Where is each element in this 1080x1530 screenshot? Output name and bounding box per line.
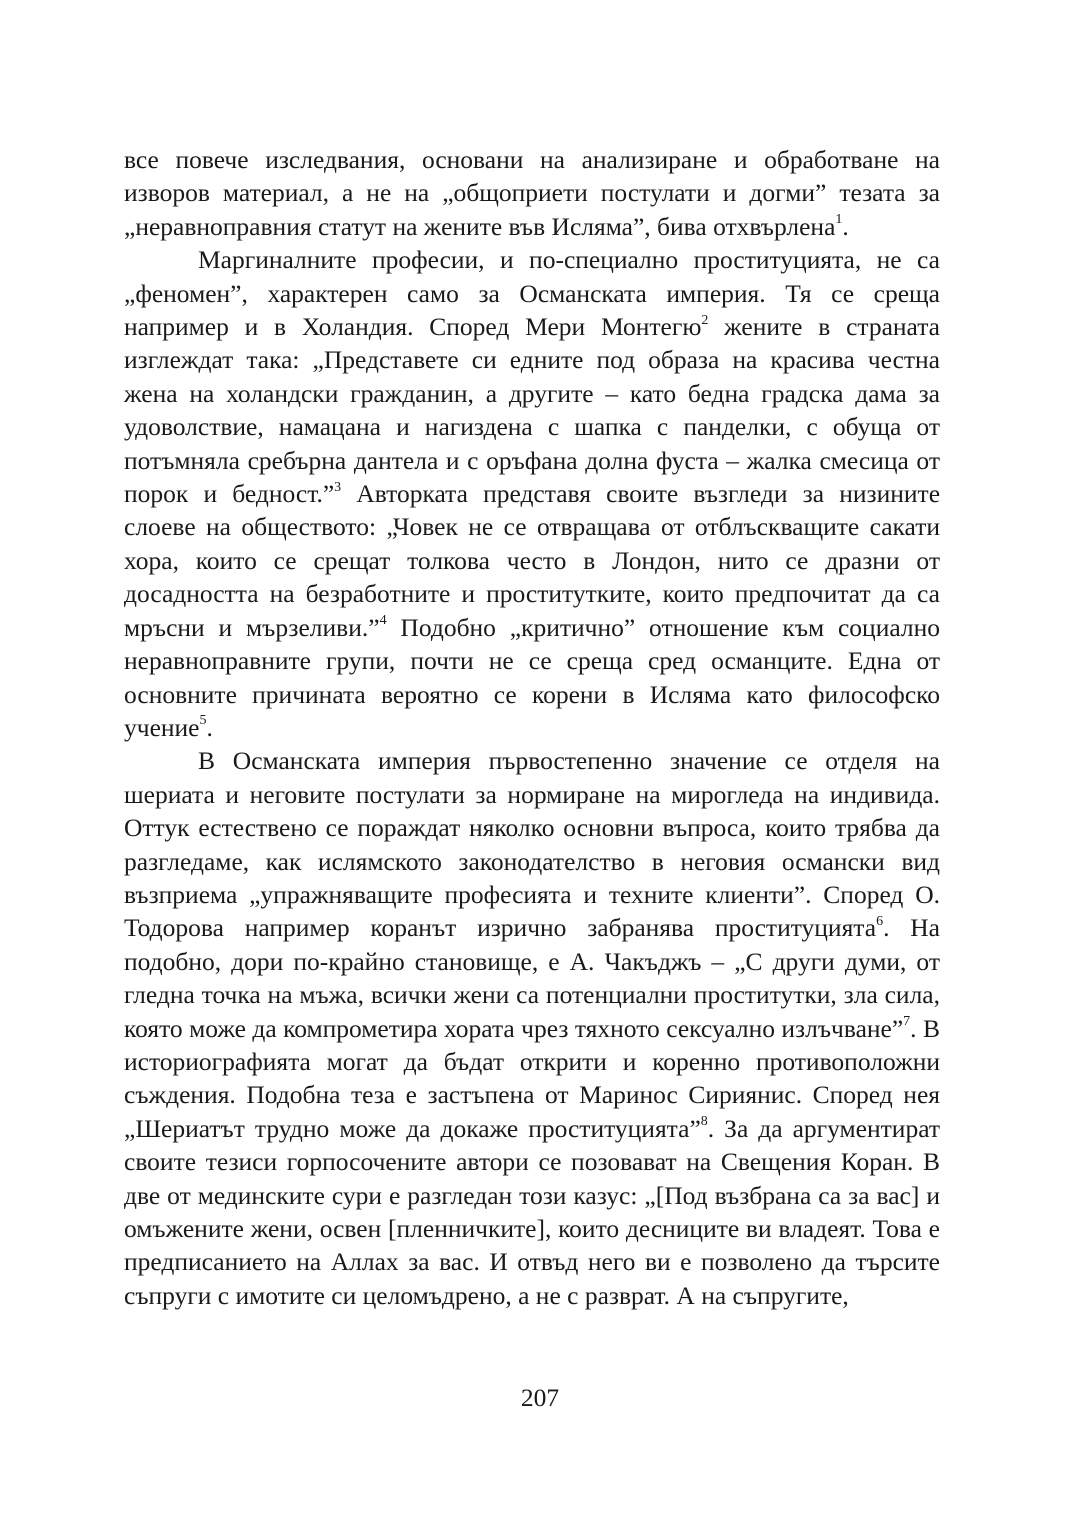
footnote-marker: 3 xyxy=(334,479,342,495)
footnote-marker: 2 xyxy=(701,312,709,328)
footnote-marker: 1 xyxy=(835,212,843,228)
footnote-marker: 6 xyxy=(876,913,884,929)
text-run: В Османската империя първостепенно значение се отделя на шериата и неговите постулати за нормиране на мирогледа на индивида. Оттук естествено се пораждат няколко основни въпроса, които трябва да разгледаме, как ислямското законодателство в неговия османски вид възприема „упражняващите професията и техните клиенти”. Според О. Тодорова например коранът изрично забранява проституцията xyxy=(124,746,940,943)
text-run: Подобно „критично” отношение към социално неравноправните групи, почти не се среща сред османците. Една от основните причината вероятно се корени в Исляма като философско учение xyxy=(124,612,941,742)
text-run: Маргиналните професии, и по-специално проституцията, не са „феномен”, характерен само за Османската империя. Тя се среща например и в Холандия. Според Мери Монтегю xyxy=(124,245,940,342)
text-run: . В историографията могат да бъдат открити и коренно противоположни съждения. Подобна теза е застъпена от Маринос Сириянис. Според нея „Шериатът трудно може да докаже проституцията” xyxy=(124,1013,940,1143)
text-run: все повече изследвания, основани на анализиране и обработване на изворов материал, а не на „общоприети постулати и догми” тезата за „неравноправния статут на жените във Исляма”, бива отхвърлена xyxy=(124,145,940,241)
paragraph-1 xyxy=(124,143,940,243)
paragraph-2 xyxy=(124,243,940,744)
footnote-marker: 5 xyxy=(199,713,207,729)
text-run: . За да аргументират своите тезиси горпосочените автори се позовават на Свещения Коран. В две от мединските сури е разгледан този казус: „[Под възбрана са за вас] и омъжените жени, освен [пленничките], които десниците ви владеят. Това е предписанието на Аллах за вас. И отвъд него ви е позволено да търсите съпруги с имотите си целомъдрено, а не с разврат. А на съпругите, xyxy=(124,1113,940,1310)
text-run: . xyxy=(206,712,213,742)
paragraph-3 xyxy=(124,744,940,1312)
text-run: Авторката представя своите възгледи за низините слоеве на обществото: „Човек не се отвращава от отблъскващите сакати хора, които се срещат толкова често в Лондон, нито се дразни от досадността на безработните и проститутките, които предпочитат да са мръсни и мързеливи.” xyxy=(124,479,941,642)
footnote-marker: 8 xyxy=(700,1114,708,1130)
text-run: . На подобно, дори по-крайно становище, е А. Чакъджъ – „С други думи, от гледна точка на мъжа, всички жени са потенциални проститутки, зла сила, която може да компрометира хората чрез тяхното сексуално излъчване” xyxy=(124,913,940,1043)
text-run: . xyxy=(842,211,849,241)
text-run: жените в страната изглеждат така: „Представете си едните под образа на красива честна жена на холандски гражданин, а другите – като бедна градска дама за удоволствие, намацана и нагиздена с шапка с панделки, с обуща от потъмняла сребърна дантела и с оръфана долна фуста – жалка смесица от порок и бедност.” xyxy=(124,312,940,509)
footnote-marker: 7 xyxy=(903,1014,911,1030)
footnote-marker: 4 xyxy=(379,613,387,629)
body-text xyxy=(124,143,940,1312)
page-number: 207 xyxy=(520,1383,560,1412)
